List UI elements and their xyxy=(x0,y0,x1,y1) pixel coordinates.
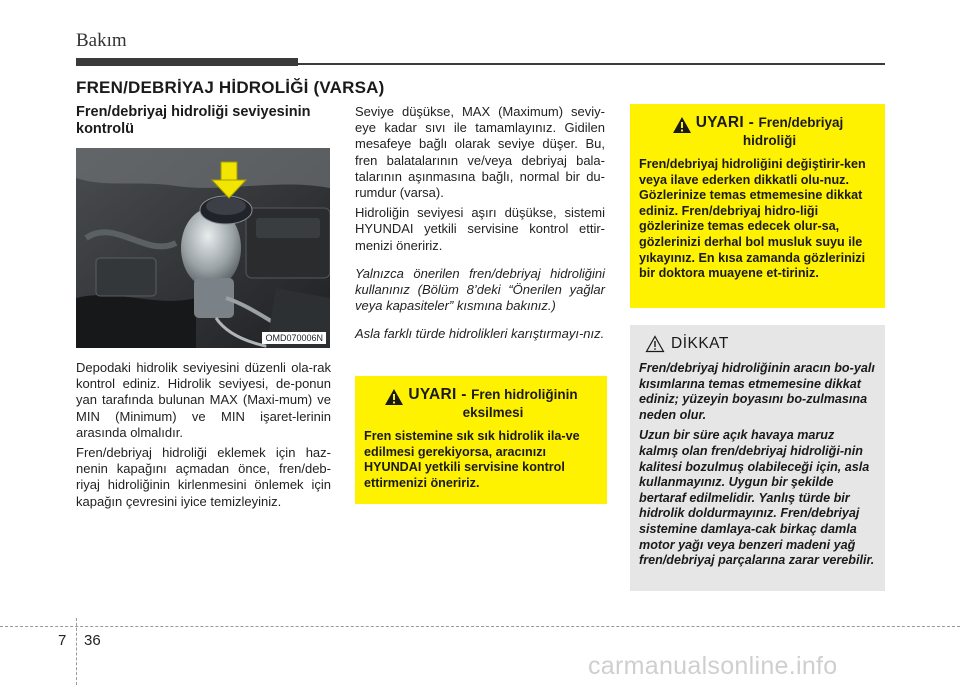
warning-label: UYARI - xyxy=(695,114,755,131)
engine-bay-photo xyxy=(76,148,330,348)
warning-subtitle: Fren hidroliğinin xyxy=(471,387,578,402)
caution-label: DİKKAT xyxy=(671,335,729,352)
caution-body xyxy=(639,361,876,569)
middle-column-text xyxy=(355,104,605,347)
warning-body: Fren/debriyaj hidroliğini değiştirir-ken veya ilave ederken dikkatli olu-nuz. Gözlerinize temas etmemesine dikkat ediniz. Fren/debriyaj hidro-liği gözlerinize temas edecek olur-sa, gözlerinizi derhal bol musluk suyu ile yıkayınız. En kısa zamanda gözlerinizi bir doktora muayene et-tiriniz. xyxy=(639,157,866,281)
caution-paragraph: Uzun bir süre açık havaya maruz kalmış olan fren/debriyaj hidroliği-nin kalitesi bozulmuş olabileceği için, asla kullanmayınız. Uygun bir şekilde bertaraf edilmelidir. Yanlış türde bir hidrolik doldurmayınız. Fren/debriyaj sistemine damlaya-cak birkaç damla motor yağı veya benzeri madeni yağ fren/debriyaj parçalarına zarar verebilir. xyxy=(639,428,875,568)
caution-triangle-icon xyxy=(645,335,665,353)
page-number: 36 xyxy=(84,632,101,649)
warning-triangle-icon xyxy=(384,388,404,406)
paragraph: Fren/debriyaj hidroliği eklemek için haz-nenin kapağını açmadan önce, fren/deb-riyaj hidroliğinin kirlenmesini önlemek için kapağın çevresini iyice temizleyiniz. xyxy=(76,445,331,509)
image-caption: OMD070006N xyxy=(262,332,326,344)
warning-triangle-icon xyxy=(672,116,692,134)
warning-header xyxy=(639,114,876,150)
footer-vertical-divider xyxy=(76,618,77,685)
caution-box xyxy=(630,325,885,591)
footer-divider xyxy=(0,626,960,627)
paragraph: Seviye düşükse, MAX (Maximum) seviy-eye kadar sıvı ile tamamlayınız. Gidilen mesafeye bağlı olarak seviye düşer. Bu, fren balatalarının ve/veya debriyaj bala-talarının aşınmasına bağlı, normal bir du-rumdur (varsa). xyxy=(355,104,605,201)
paragraph: Hidroliğin seviyesi aşırı düşükse, sistemi HYUNDAI yetkili servisine kontrol ettir-menizi öneririz. xyxy=(355,205,605,253)
section-label: Bakım xyxy=(76,30,127,51)
warning-subtitle-line2: eksilmesi xyxy=(462,405,524,420)
section-heading: Fren/debriyaj hidroliği seviyesinin kontrolü xyxy=(76,104,311,137)
italic-note: Asla farklı türde hidrolikleri karıştırmayı-nız. xyxy=(355,326,605,342)
warning-box-low-fluid xyxy=(355,376,607,504)
caution-paragraph: Fren/debriyaj hidroliğinin aracın bo-yalı kısımlarına temas etmemesine dikkat ediniz; yüzeyin boyasını bo-zulmasına neden olur. xyxy=(639,361,875,422)
page-title: FREN/DEBRİYAJ HİDROLİĞİ (VARSA) xyxy=(76,78,385,97)
engine-bay-illustration xyxy=(76,148,330,348)
warning-subtitle: Fren/debriyaj xyxy=(758,115,844,130)
italic-note: Yalnızca önerilen fren/debriyaj hidroliğini kullanınız (Bölüm 8’deki “Önerilen yağlar veya kapasiteler” kısmına bakınız.) xyxy=(355,265,605,314)
header-rule-thick xyxy=(76,58,298,66)
chapter-number: 7 xyxy=(58,632,67,649)
warning-header xyxy=(364,386,598,422)
warning-label: UYARI - xyxy=(408,386,467,403)
paragraph: Depodaki hidrolik seviyesini düzenli ola-rak kontrol ediniz. Hidrolik seviyesi, de-ponun yan tarafında bulunan MAX (Maxi-mum) ve MIN (Minimum) ve MIN işaret-lerinin arasında olmalıdır. xyxy=(76,360,331,440)
warning-body: Fren sistemine sık sık hidrolik ila-ve edilmesi gerekiyorsa, aracınızı HYUNDAI yetkili servisine kontrol ettirmenizi öneririz. xyxy=(364,429,580,490)
warning-subtitle-line2: hidroliği xyxy=(742,133,797,148)
watermark: carmanualsonline.info xyxy=(588,652,838,680)
left-column-text xyxy=(76,360,331,514)
warning-box-fluid xyxy=(630,104,885,308)
header-rule-thin xyxy=(298,63,885,65)
caution-header xyxy=(639,335,876,353)
